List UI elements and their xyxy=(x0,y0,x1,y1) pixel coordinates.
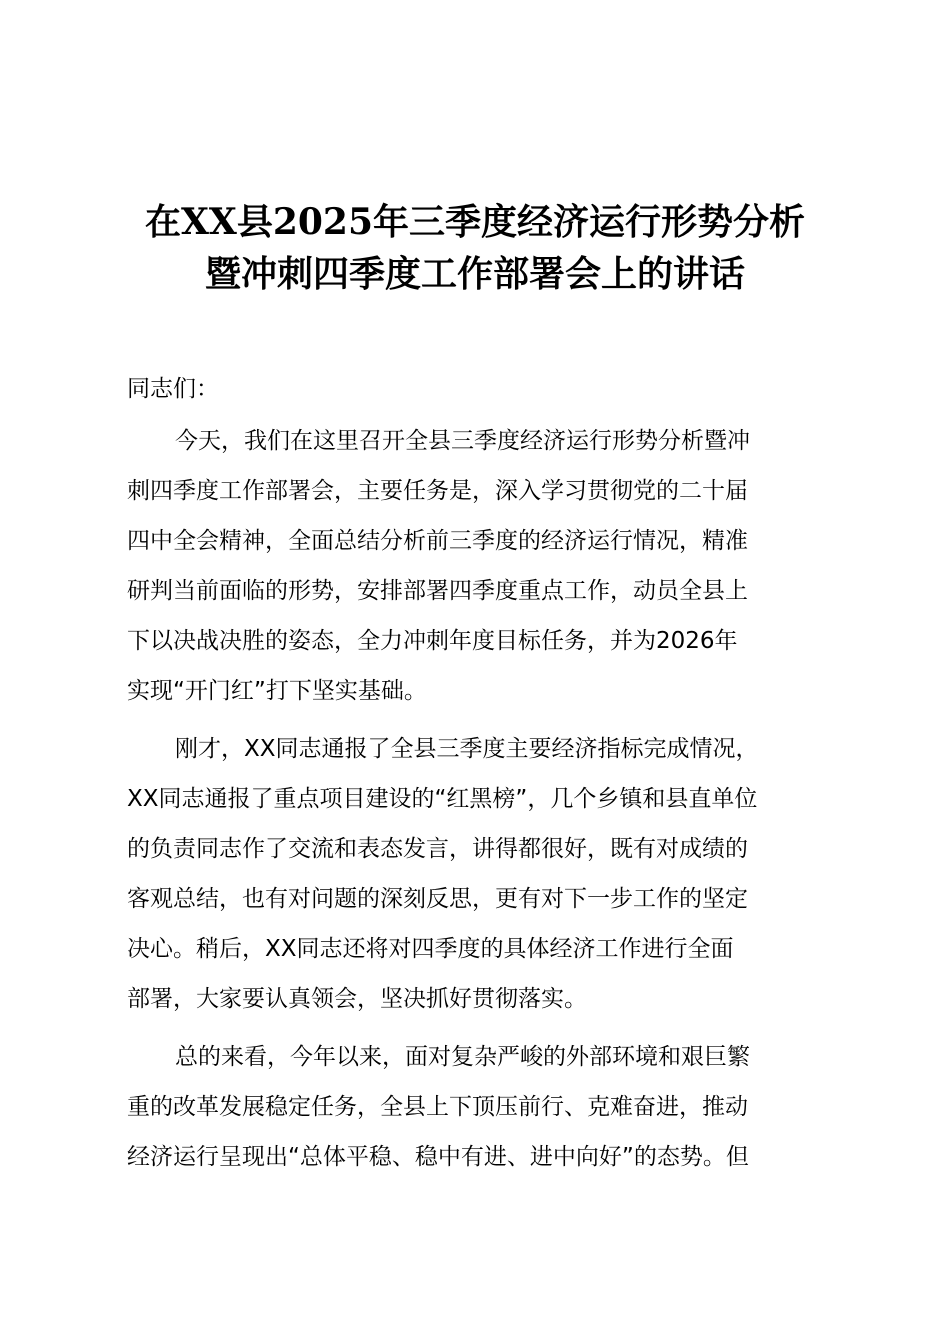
paragraph-line: 下以决战决胜的姿态，全力冲刺年度目标任务，并为2026年 xyxy=(127,628,738,654)
paragraph-3 xyxy=(127,1032,823,1182)
paragraph-line: 重的改革发展稳定任务，全县上下顶压前行、克难奋进，推动 xyxy=(127,1094,748,1120)
paragraph-line: 今天，我们在这里召开全县三季度经济运行形势分析暨冲 xyxy=(175,428,750,454)
paragraph-line: 总的来看，今年以来，面对复杂严峻的外部环境和艰巨繁 xyxy=(175,1044,750,1070)
salutation: 同志们： xyxy=(127,376,219,402)
paragraph-line: 刚才，XX同志通报了全县三季度主要经济指标完成情况， xyxy=(175,736,759,762)
paragraph-line: XX同志通报了重点项目建设的“红黑榜”，几个乡镇和县直单位 xyxy=(127,786,758,812)
paragraph-line: 研判当前面临的形势，安排部署四季度重点工作，动员全县上 xyxy=(127,578,748,604)
document-body xyxy=(127,364,823,1190)
title-line-1: 在XX县2025年三季度经济运行形势分析 xyxy=(144,201,806,243)
paragraph-line: 实现“开门红”打下坚实基础。 xyxy=(127,678,427,704)
paragraph-line: 部署，大家要认真领会，坚决抓好贯彻落实。 xyxy=(127,986,587,1012)
paragraph-line: 刺四季度工作部署会，主要任务是，深入学习贯彻党的二十届 xyxy=(127,478,748,504)
document-title xyxy=(100,196,850,300)
paragraph-2 xyxy=(127,724,823,1024)
title-line-2: 暨冲刺四季度工作部署会上的讲话 xyxy=(204,253,745,295)
paragraph-line: 的负责同志作了交流和表态发言，讲得都很好，既有对成绩的 xyxy=(127,836,748,862)
paragraph-line: 经济运行呈现出“总体平稳、稳中有进、进中向好”的态势。但 xyxy=(127,1144,749,1170)
paragraph-1 xyxy=(127,416,823,716)
paragraph-line: 四中全会精神，全面总结分析前三季度的经济运行情况，精准 xyxy=(127,528,748,554)
paragraph-line: 决心。稍后，XX同志还将对四季度的具体经济工作进行全面 xyxy=(127,936,734,962)
paragraph-line: 客观总结，也有对问题的深刻反思，更有对下一步工作的坚定 xyxy=(127,886,748,912)
